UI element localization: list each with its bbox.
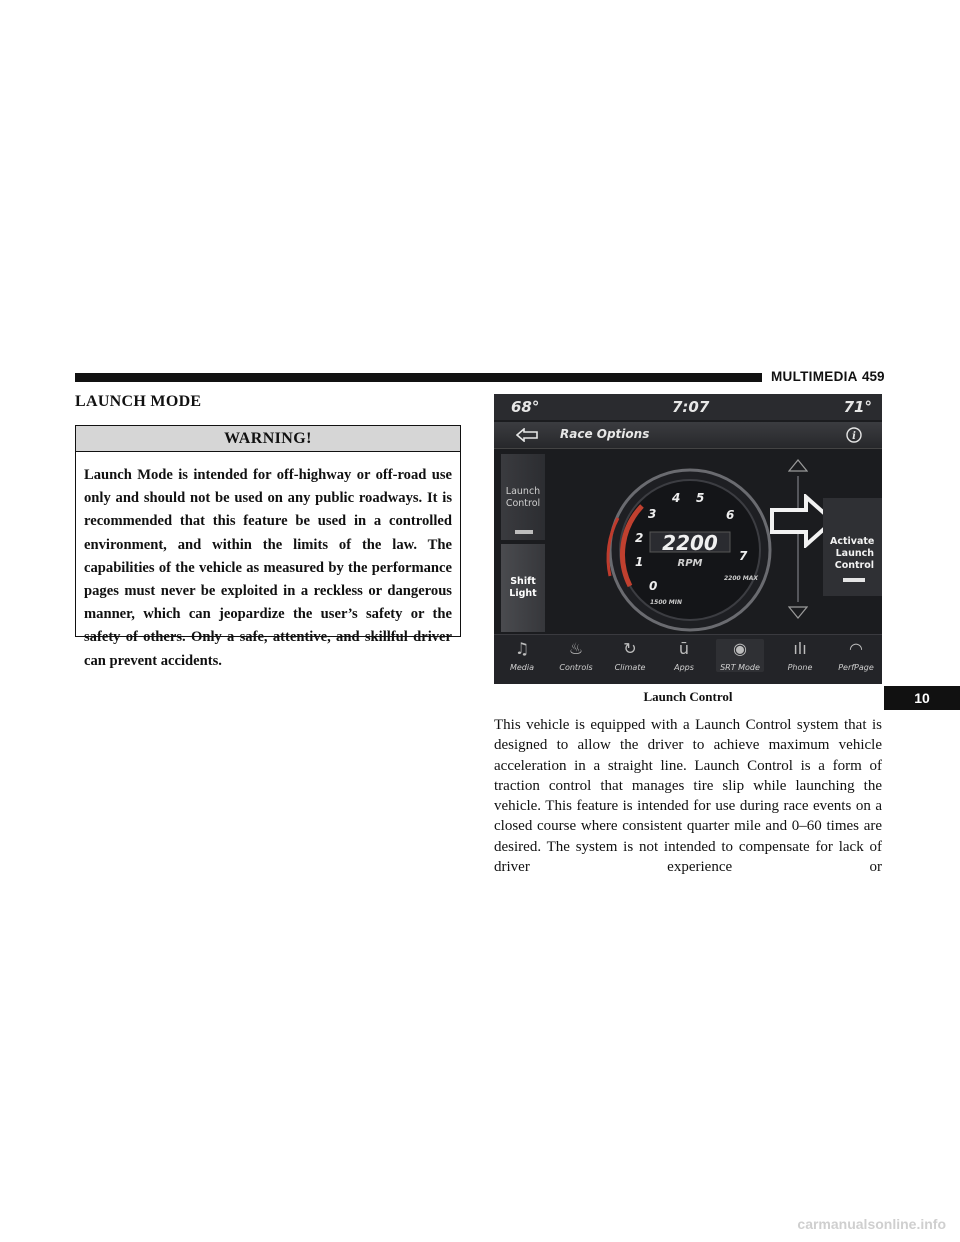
rpm-value: 2200 xyxy=(662,531,718,555)
warning-text: Launch Mode is intended for off-highway or off-road use only and should not be used on any public roadways. It is recommended that this feature be used in a controlled environment, and within the limits of the law. The capabilities of the vehicle as measured by the performance pages must never be exploited in a reckless or dangerous manner, which can jeopardize the user’s safety or the safety of others. Only a safe, attentive, and skillful driver can prevent accidents. xyxy=(84,467,452,669)
activate-launch-control-label: Activate Launch Control xyxy=(830,536,875,571)
gauge-icon: ◠ xyxy=(849,639,863,658)
gauge-number: 1 xyxy=(635,555,644,569)
header-rule xyxy=(75,373,762,382)
gauge-number: 7 xyxy=(739,549,748,563)
shift-light-label: Shift Light xyxy=(509,576,537,599)
gauge-number: 5 xyxy=(696,491,705,505)
dock-phone[interactable]: ılı Phone xyxy=(776,639,824,672)
rpm-unit: RPM xyxy=(677,558,703,569)
launch-control-label: Launch Control xyxy=(505,486,541,509)
launch-control-button[interactable] xyxy=(501,454,545,540)
screen-title: Race Options xyxy=(560,427,650,441)
scroll-down-icon[interactable] xyxy=(788,606,808,620)
title-bar xyxy=(494,422,882,449)
activate-launch-control-button[interactable] xyxy=(823,498,882,596)
image-caption: Launch Control xyxy=(643,689,733,704)
min-label: 1500 MIN xyxy=(650,599,683,606)
clock: 7:07 xyxy=(672,398,710,416)
gauge-number: 2 xyxy=(635,531,644,545)
outside-temp-right: 71° xyxy=(843,398,872,416)
bluetooth-signal-icon: ılı xyxy=(793,639,807,658)
gauge-number: 3 xyxy=(648,507,657,521)
page-number: 459 xyxy=(862,369,885,384)
dock-srt-mode[interactable]: ◉ SRT Mode xyxy=(716,639,764,672)
running-header-section: MULTIMEDIA xyxy=(771,369,858,384)
warning-box xyxy=(75,425,461,669)
shift-light-button[interactable] xyxy=(501,544,545,632)
back-arrow-icon[interactable] xyxy=(516,428,538,442)
dock-perfpage[interactable]: ◠ PerfPage xyxy=(832,639,880,672)
warning-title: WARNING! xyxy=(76,426,460,452)
section-title: LAUNCH MODE xyxy=(75,393,202,410)
steering-wheel-icon: ◉ xyxy=(733,639,747,658)
climate-icon: ↻ xyxy=(623,639,637,658)
music-note-icon: ♫ xyxy=(514,639,530,658)
chapter-tab: 10 xyxy=(884,686,960,710)
bottom-dock xyxy=(494,634,882,684)
outside-temp-left: 68° xyxy=(511,398,540,416)
activate-indicator xyxy=(843,578,865,582)
dock-climate[interactable]: ↻ Climate xyxy=(606,639,654,672)
gauge-number: 4 xyxy=(672,491,681,505)
status-bar xyxy=(494,394,882,420)
scroll-up-icon[interactable] xyxy=(788,458,808,472)
svg-text:i: i xyxy=(852,431,856,442)
max-label: 2200 MAX xyxy=(724,575,759,582)
rpm-gauge xyxy=(602,466,778,634)
launch-control-indicator xyxy=(515,530,533,534)
watermark: carmanualsonline.info xyxy=(797,1216,946,1232)
info-icon[interactable] xyxy=(846,427,862,443)
apps-icon: ū xyxy=(678,639,690,658)
gauge-number: 0 xyxy=(649,579,658,593)
screen-image xyxy=(494,394,882,684)
dock-media[interactable]: ♫ Media xyxy=(498,639,546,672)
dock-controls[interactable]: ♨ Controls xyxy=(552,639,600,672)
seat-heat-icon: ♨ xyxy=(568,639,584,658)
gauge-number: 6 xyxy=(726,508,735,522)
dock-apps[interactable]: ū Apps xyxy=(660,639,708,672)
body-paragraph: This vehicle is equipped with a Launch Control system that is designed to allow the driver to achieve maximum vehicle acceleration in a straight line. Launch Control is a form of traction control that manages tire slip while launching the vehicle. This feature is intended for use during race events on a closed course where consistent quarter mile and 0–60 times are desired. The system is not intended to compensate for lack of driver experience or xyxy=(494,717,882,876)
